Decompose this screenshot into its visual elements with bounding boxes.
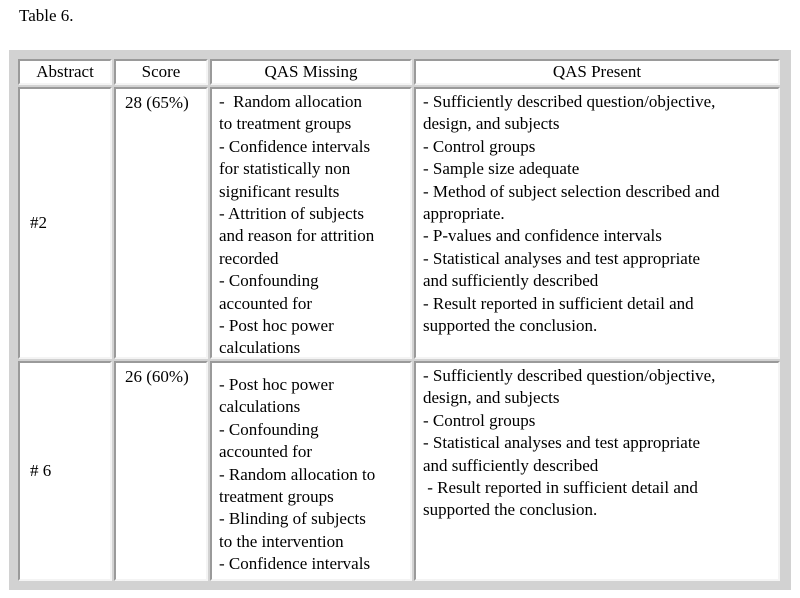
qas-present-line: - Control groups: [423, 410, 536, 430]
qas-present-list: [423, 91, 774, 337]
qas-present-line: design, and subjects: [423, 388, 560, 408]
header-qas-present: [414, 59, 780, 85]
qas-present-list: [423, 365, 774, 522]
score-value: 26 (60%): [125, 367, 189, 386]
qas-missing-line: - Random allocation to: [219, 464, 376, 484]
row-1-abstract: [18, 87, 112, 359]
qas-present-line: appropriate.: [423, 204, 505, 224]
qas-missing-line: - Confidence intervals: [219, 554, 371, 574]
qas-present-line: supported the conclusion.: [423, 316, 598, 336]
row-2-qas-missing: [210, 361, 412, 581]
row-2-score: [114, 361, 208, 581]
qas-table: [9, 50, 791, 590]
qas-missing-list: [219, 374, 406, 576]
header-score-label: Score: [141, 62, 181, 81]
qas-missing-line: for statistically non: [219, 159, 351, 179]
qas-present-line: - P-values and confidence intervals: [423, 226, 662, 246]
qas-missing-line: to the intervention: [219, 531, 344, 551]
qas-missing-line: calculations: [219, 397, 301, 417]
qas-missing-line: significant results: [219, 181, 340, 201]
qas-present-line: - Statistical analyses and test appropriate: [423, 248, 701, 268]
header-score: [114, 59, 208, 85]
qas-missing-line: - Post hoc power: [219, 375, 334, 394]
header-qas-missing: [210, 59, 412, 85]
abstract-id: # 6: [30, 460, 52, 480]
table-frame: [9, 50, 791, 590]
qas-present-line: - Control groups: [423, 136, 536, 156]
qas-missing-line: to treatment groups: [219, 114, 352, 134]
qas-present-line: and sufficiently described: [423, 455, 599, 475]
qas-missing-line: - Confounding: [219, 271, 319, 291]
qas-present-line: - Result reported in sufficient detail and: [423, 478, 698, 498]
qas-missing-line: - Blinding of subjects: [219, 509, 366, 529]
header-abstract: [18, 59, 112, 85]
qas-present-line: - Sample size adequate: [423, 159, 580, 179]
qas-missing-line: treatment groups: [219, 487, 334, 507]
qas-missing-line: accounted for: [219, 442, 312, 462]
abstract-id: #2: [30, 212, 47, 232]
row-1-qas-present: [414, 87, 780, 359]
row-1-score: [114, 87, 208, 359]
qas-missing-line: - Confidence intervals: [219, 136, 371, 156]
row-2-qas-present: [414, 361, 780, 581]
qas-present-line: - Sufficiently described question/objective,: [423, 92, 716, 111]
qas-missing-line: - Confounding: [219, 419, 319, 439]
qas-missing-line: - Attrition of subjects: [219, 204, 364, 224]
qas-missing-line: recorded: [219, 248, 279, 268]
header-qas-present-label: QAS Present: [552, 62, 642, 81]
qas-missing-line: - Random allocation: [219, 92, 363, 111]
qas-present-line: - Sufficiently described question/objective,: [423, 366, 716, 385]
row-2-abstract: [18, 361, 112, 581]
qas-missing-line: calculations: [219, 338, 301, 358]
qas-present-line: - Method of subject selection described and: [423, 181, 720, 201]
qas-present-line: design, and subjects: [423, 114, 560, 134]
table-caption: Table 6.: [19, 6, 74, 25]
qas-missing-list: [219, 91, 406, 360]
qas-missing-line: - Post hoc power: [219, 316, 334, 336]
header-abstract-label: Abstract: [36, 62, 94, 81]
qas-missing-line: and reason for attrition: [219, 226, 375, 246]
qas-missing-line: accounted for: [219, 293, 312, 313]
qas-present-line: - Result reported in sufficient detail and: [423, 293, 694, 313]
row-1-qas-missing: [210, 87, 412, 359]
qas-present-line: supported the conclusion.: [423, 500, 598, 520]
qas-present-line: and sufficiently described: [423, 271, 599, 291]
qas-present-line: - Statistical analyses and test appropriate: [423, 433, 701, 453]
score-value: 28 (65%): [125, 93, 189, 112]
header-qas-missing-label: QAS Missing: [264, 62, 358, 81]
